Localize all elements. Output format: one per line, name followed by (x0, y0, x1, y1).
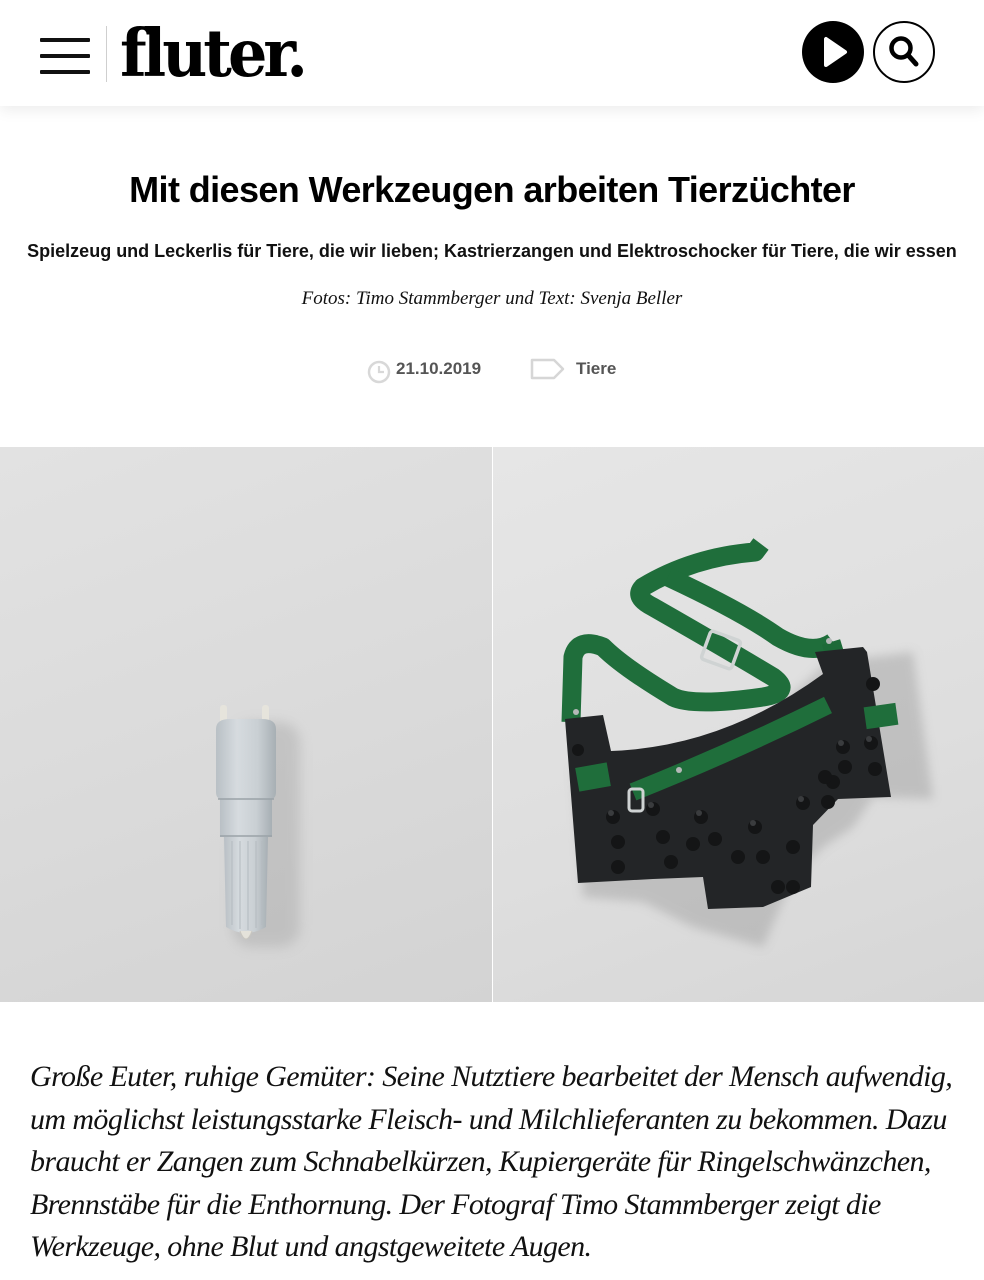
prod-illustration (0, 447, 492, 1002)
hamburger-menu-icon[interactable] (40, 37, 90, 75)
search-icon (875, 23, 933, 81)
menu-bar (40, 38, 90, 42)
article-subtitle: Spielzeug und Leckerlis für Tiere, die wir lieben; Kastrierzangen und Elektroschocker für Tiere, die wir essen (27, 241, 957, 261)
play-button[interactable] (802, 21, 864, 83)
photo-electric-prod (0, 447, 492, 1002)
tag-icon (530, 358, 566, 380)
date-text: 21.10.2019 (396, 359, 482, 378)
article-credits: Fotos: Timo Stammberger und Text: Svenja Beller (301, 288, 683, 309)
header-divider (106, 26, 107, 82)
search-button[interactable] (873, 21, 935, 83)
site-logo[interactable]: fluter. (120, 15, 304, 92)
harness-illustration (493, 447, 984, 1002)
tag-text[interactable]: Tiere (576, 359, 617, 378)
photo-spiked-harness (493, 447, 984, 1002)
article-title: Mit diesen Werkzeugen arbeiten Tierzüchter (129, 169, 855, 210)
category-tag[interactable] (530, 355, 616, 383)
clock-icon (366, 359, 392, 385)
site-header (0, 0, 984, 106)
play-icon (802, 21, 864, 83)
menu-bar (40, 54, 90, 58)
article-intro: Große Euter, ruhige Gemüter: Seine Nutztiere bearbeitet der Mensch aufwendig, um möglichst leistungsstarke Fleisch- und Milchlieferanten zu bekommen. Dazu braucht er Zangen zum Schnabelkürzen, Kupiergeräte für Ringelschwänzchen, Brennstäbe für die Enthornung. Der Fotograf Timo Stammberger zeigt die Werkzeuge, ohne Blut und angstgeweitete Augen. (30, 1060, 953, 1263)
publish-date (366, 355, 481, 383)
menu-bar (40, 70, 90, 74)
